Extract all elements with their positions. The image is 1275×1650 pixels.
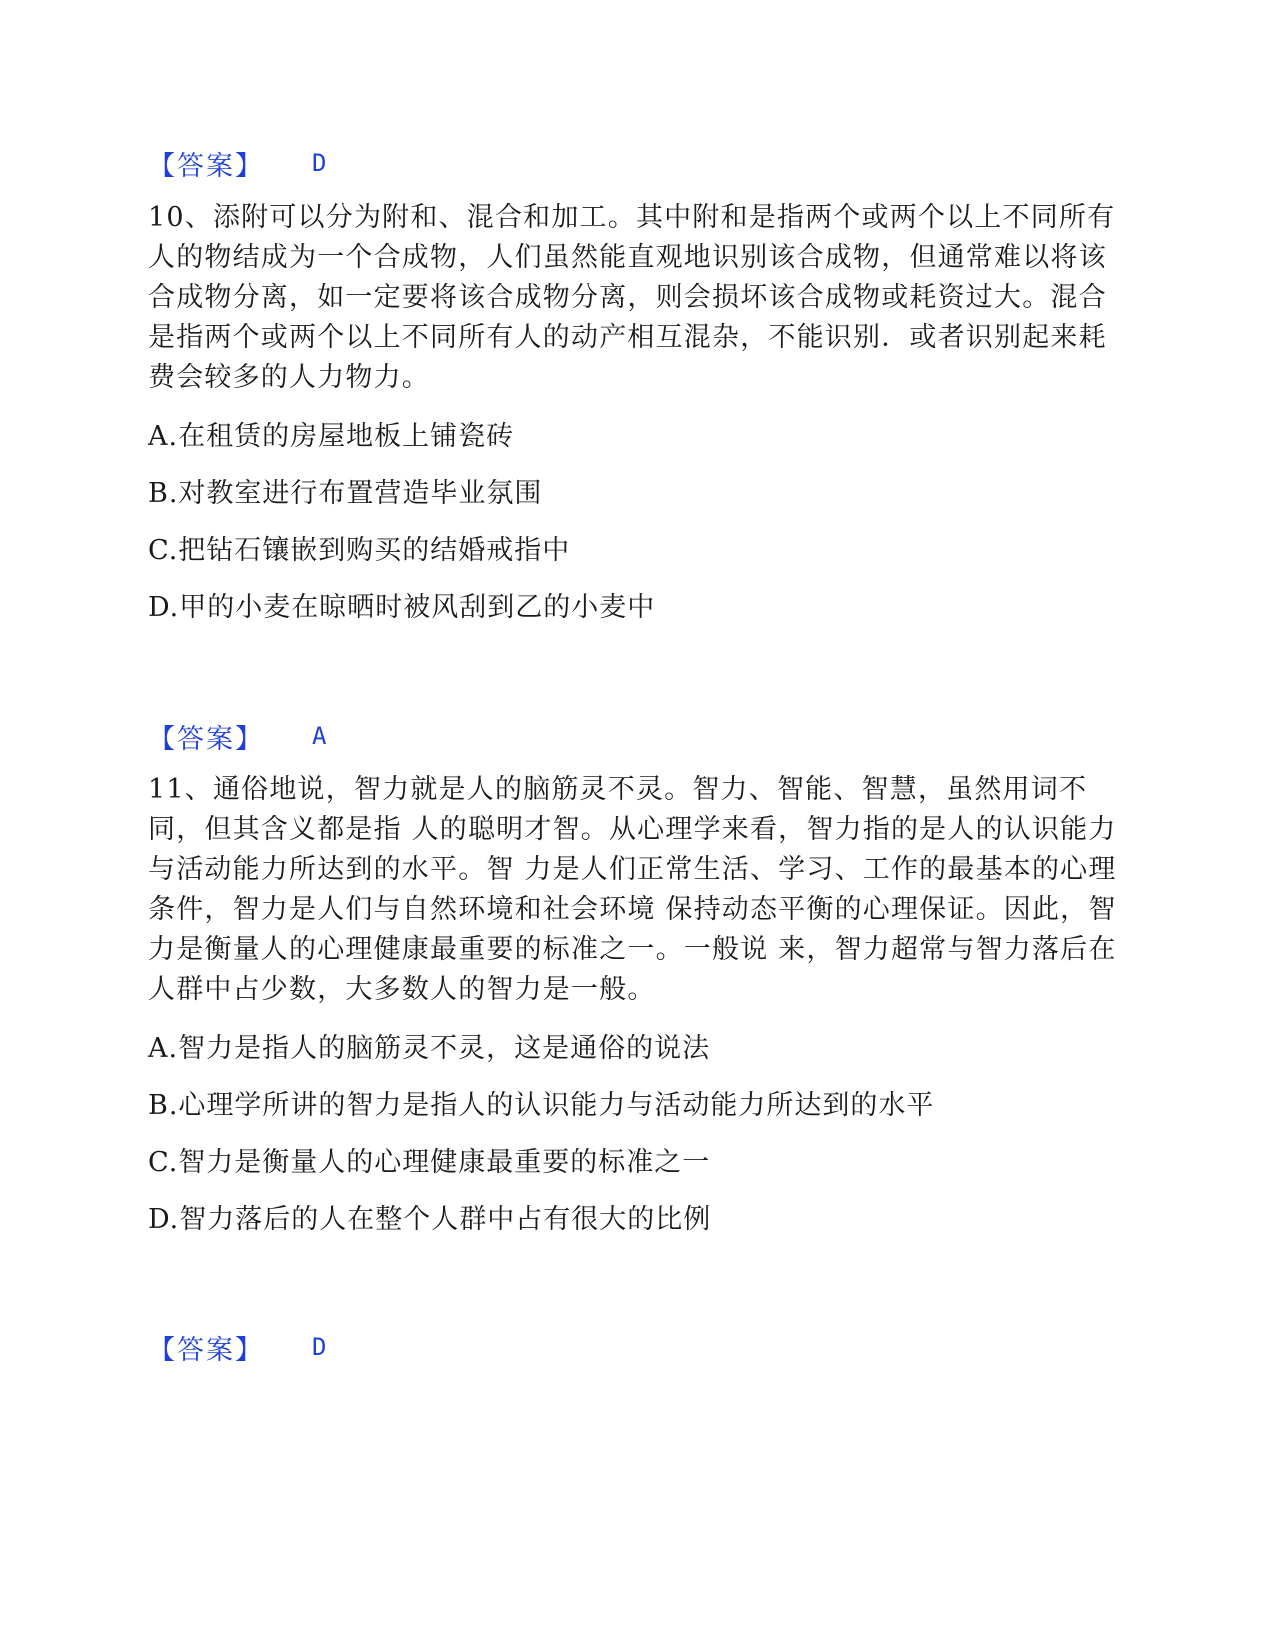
answer-value: A [312,722,327,750]
answer-line [148,1327,326,1367]
question-11 [148,770,1118,1248]
option-list [148,1020,1118,1248]
question-stem: 11、通俗地说，智力就是人的脑筋灵不灵。智力、智能、智慧，虽然用词不同，但其含义都是指 人的聪明才智。从心理学来看，智力指的是人的认识能力与活动能力所达到的水平。智 力是人们正常生活、学习、工作的最基本的心理条件，智力是人们与自然环境和社会环境 保持动态平衡的心理保证。因此，智力是衡量人的心理健康最重要的标准之一。一般说 来，智力超常与智力落后在人群中占少数，大多数人的智力是一般。 [148,774,1117,1005]
answer-value: D [312,149,327,177]
option-d: D.智力落后的人在整个人群中占有很大的比例 [148,1204,712,1235]
answer-line [148,143,326,183]
option-b: B.对教室进行布置营造毕业氛围 [148,478,543,509]
answer-value: D [312,1333,327,1361]
option-c: C.把钻石镶嵌到购买的结婚戒指中 [148,535,571,566]
answer-label: 【答案】 [148,723,264,755]
option-list [148,408,1118,636]
answer-label: 【答案】 [148,150,264,182]
answer-label: 【答案】 [148,1334,264,1366]
answer-line [148,716,326,756]
option-b: B.心理学所讲的智力是指人的认识能力与活动能力所达到的水平 [148,1090,935,1121]
question-10 [148,198,1118,636]
question-stem: 10、添附可以分为附和、混合和加工。其中附和是指两个或两个以上不同所有人的物结成为一个合成物，人们虽然能直观地识别该合成物，但通常难以将该合成物分离，如一定要将该合成物分离，则会损坏该合成物或耗资过大。混合是指两个或两个以上不同所有人的动产相互混杂，不能识别．或者识别起来耗费会较多的人力物力。 [148,202,1116,393]
option-c: C.智力是衡量人的心理健康最重要的标准之一 [148,1147,711,1178]
option-a: A.智力是指人的脑筋灵不灵，这是通俗的说法 [148,1033,711,1064]
option-d: D.甲的小麦在晾晒时被风刮到乙的小麦中 [148,592,656,623]
option-a: A.在租赁的房屋地板上铺瓷砖 [148,421,515,452]
